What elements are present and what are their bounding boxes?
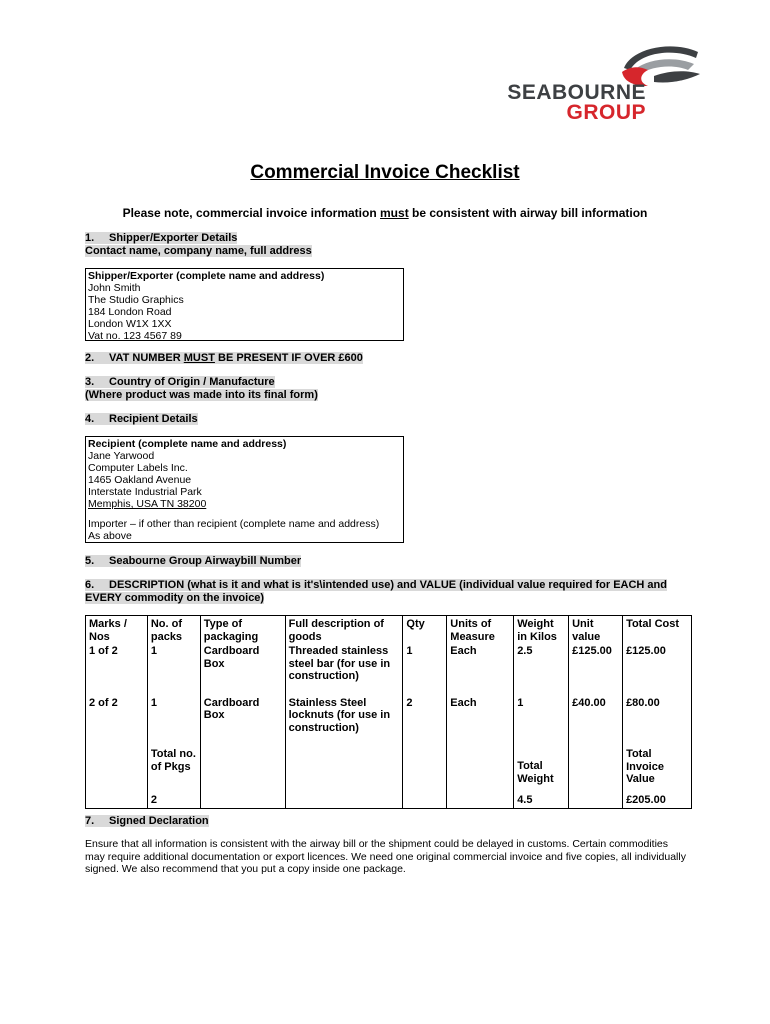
table-cell: [403, 788, 447, 809]
total-pkgs-label: Total no. of Pkgs: [147, 736, 200, 788]
shipper-line: John Smith: [88, 282, 141, 294]
table-cell: [200, 788, 285, 809]
section-6-title-cont: EVERY commodity on the invoice): [85, 592, 265, 604]
header-cell: Units of Measure: [447, 616, 514, 646]
table-cell: 1: [514, 685, 569, 737]
section-3-number: 3.: [85, 376, 95, 388]
section-5-number: 5.: [85, 555, 95, 567]
table-cell: Stainless Steel locknuts (for use in construction): [285, 685, 403, 737]
header-cell: Unit value: [569, 616, 623, 646]
header-cell: Type of packaging: [200, 616, 285, 646]
section-2-text-end: BE PRESENT IF OVER £600: [214, 352, 363, 364]
header-cell: No. of packs: [147, 616, 200, 646]
shipper-line: London W1X 1XX: [88, 318, 172, 330]
importer-value: As above: [88, 530, 132, 542]
total-pkgs-value: 2: [147, 788, 200, 809]
table-cell: [569, 788, 623, 809]
consistency-note: [0, 206, 770, 220]
table-cell: [86, 736, 148, 788]
shipper-box: [85, 268, 404, 341]
recipient-line: 1465 Oakland Avenue: [88, 474, 192, 486]
section-1-number: 1.: [85, 232, 95, 244]
declaration-text: Ensure that all information is consistent with the airway bill or the shipment could be delayed in customs. Certain commodities may require additional documentation or export licences. We need one original commercial invoice and five copies, all individually signed. We also recommend that you put a copy inside one package.: [85, 838, 686, 875]
table-cell: Cardboard Box: [200, 685, 285, 737]
table-cell: £40.00: [569, 685, 623, 737]
header-cell: Qty: [403, 616, 447, 646]
section-6-number: 6.: [85, 579, 95, 591]
section-5-heading: [85, 555, 301, 568]
section-1-subtitle: Contact name, company name, full address: [85, 245, 312, 257]
total-weight-value: 4.5: [514, 788, 569, 809]
table-cell: 2.5: [514, 645, 569, 685]
section-1-heading: [85, 232, 312, 258]
table-cell: 2 of 2: [86, 685, 148, 737]
table-cell: [200, 736, 285, 788]
table-row: [86, 685, 692, 737]
section-3-subtitle: (Where product was made into its final form): [85, 389, 318, 401]
note-emphasis: must: [380, 206, 409, 220]
shipper-line: The Studio Graphics: [88, 294, 184, 306]
table-cell: 1: [147, 685, 200, 737]
table-cell: [285, 736, 403, 788]
section-4-heading: [85, 413, 198, 426]
section-1-title: Shipper/Exporter Details: [109, 232, 238, 244]
header-cell: Marks / Nos: [86, 616, 148, 646]
table-cell: 1 of 2: [86, 645, 148, 685]
table-cell: 2: [403, 685, 447, 737]
table-cell: £80.00: [623, 685, 692, 737]
section-4-number: 4.: [85, 413, 95, 425]
table-cell: Each: [447, 685, 514, 737]
totals-value-row: [86, 788, 692, 809]
table-cell: £125.00: [569, 645, 623, 685]
table-cell: [447, 788, 514, 809]
section-2-emphasis: MUST: [183, 352, 215, 364]
header-cell: Full description of goods: [285, 616, 403, 646]
recipient-box: [85, 436, 404, 543]
section-3-heading: [85, 376, 318, 402]
table-cell: Threaded stainless steel bar (for use in construction): [285, 645, 403, 685]
table-cell: 1: [403, 645, 447, 685]
note-text-end: be consistent with airway bill information: [408, 206, 648, 220]
recipient-line: Interstate Industrial Park: [88, 486, 202, 498]
seabourne-logo: [500, 40, 700, 125]
recipient-box-label: Recipient (complete name and address): [88, 438, 287, 450]
table-cell: Cardboard Box: [200, 645, 285, 685]
table-header-row: [86, 616, 692, 646]
total-value-label: Total Invoice Value: [623, 736, 692, 788]
section-2-text: VAT NUMBER: [109, 352, 184, 364]
table-cell: 1: [147, 645, 200, 685]
section-2-number: 2.: [85, 352, 95, 364]
section-5-title: Seabourne Group Airwaybill Number: [109, 555, 302, 567]
table-row: [86, 645, 692, 685]
shipper-line: 184 London Road: [88, 306, 172, 318]
section-7-number: 7.: [85, 815, 95, 827]
recipient-line: Computer Labels Inc.: [88, 462, 188, 474]
total-value-value: £205.00: [623, 788, 692, 809]
section-6-title: DESCRIPTION (what is it and what is it's\intended use) and VALUE (individual value required for EACH and: [109, 579, 667, 591]
page-title: Commercial Invoice Checklist: [250, 162, 520, 183]
logo-text-seabourne: SEABOURNE: [507, 81, 646, 104]
table-cell: £125.00: [623, 645, 692, 685]
section-7-title: Signed Declaration: [109, 815, 209, 827]
table-cell: [569, 736, 623, 788]
commodity-table: [85, 615, 692, 809]
header-cell: Weight in Kilos: [514, 616, 569, 646]
table-cell: [86, 788, 148, 809]
recipient-line: Jane Yarwood: [88, 450, 155, 462]
section-6-heading: [85, 579, 695, 605]
table-cell: [285, 788, 403, 809]
table-cell: Each: [447, 645, 514, 685]
table-cell: [403, 736, 447, 788]
logo-text-group: GROUP: [566, 101, 646, 124]
total-weight-label: Total Weight: [514, 736, 569, 788]
shipper-line: Vat no. 123 4567 89: [88, 330, 182, 342]
section-7-heading: [85, 815, 209, 828]
note-text: Please note, commercial invoice information: [122, 206, 381, 220]
shipper-box-label: Shipper/Exporter (complete name and address): [88, 270, 325, 282]
totals-label-row: [86, 736, 692, 788]
section-2-heading: [85, 352, 363, 365]
section-4-title: Recipient Details: [109, 413, 198, 425]
importer-label: Importer – if other than recipient (complete name and address): [88, 518, 380, 530]
header-cell: Total Cost: [623, 616, 692, 646]
recipient-line: Memphis, USA TN 38200: [88, 498, 207, 510]
section-3-title: Country of Origin / Manufacture: [109, 376, 275, 388]
table-cell: [447, 736, 514, 788]
